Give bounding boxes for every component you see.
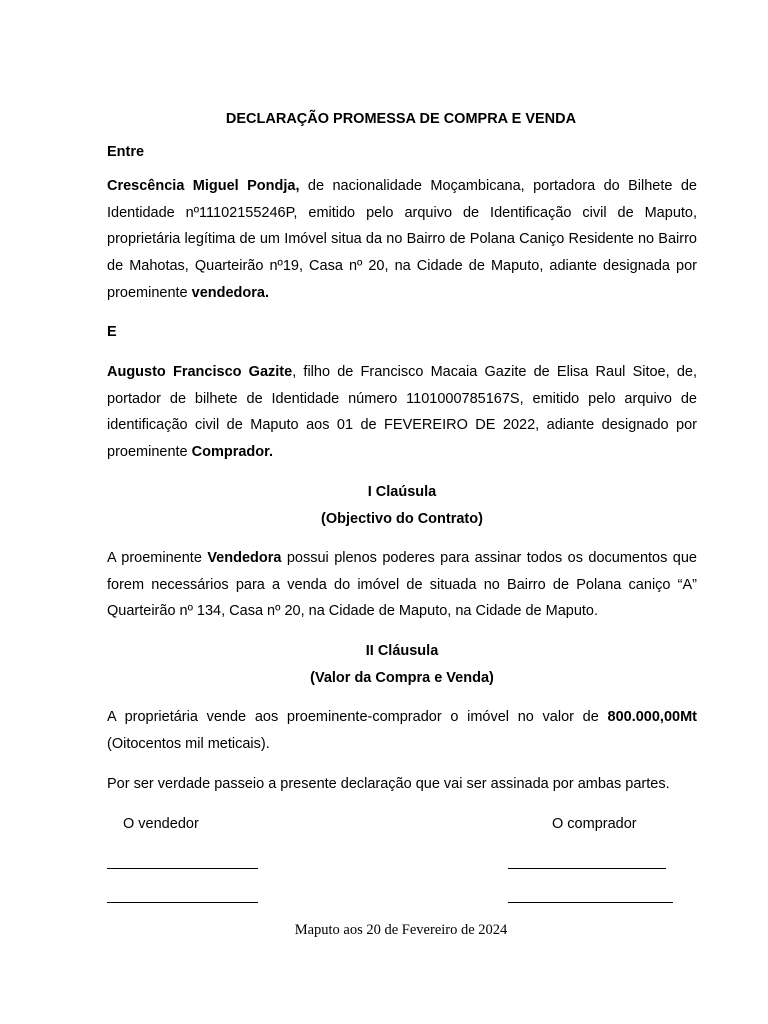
- buyer-signature-line-2: [508, 902, 673, 903]
- party1-text: de nacionalidade Moçambicana, portadora do Bilhete de Identidade nº11102155246P, emitido pelo arquivo de Identificação civil de Maputo, proprietária legítima de um Imóvel situa da no Bairro de Polana Caniço Residente no Bairro de Mahotas, Quarteirão nº19, Casa nº 20, na Cidade de Maputo, adiante designada por proeminente: [107, 178, 697, 301]
- clause1-pre: A proeminente: [107, 550, 208, 566]
- clause2-pre: A proprietária vende aos proeminente-comprador o imóvel no valor de: [107, 709, 608, 725]
- document-footer: Maputo aos 20 de Fevereiro de 2024: [294, 922, 508, 938]
- heading-entre: Entre: [107, 144, 145, 160]
- party2-name: Augusto Francisco Gazite: [107, 364, 293, 380]
- clause2-bold: 800.000,00Mt: [607, 709, 697, 725]
- party1-paragraph: [107, 173, 697, 307]
- clause1-bold: Vendedora: [207, 550, 282, 566]
- clause2-paragraph: [107, 704, 697, 757]
- closing-paragraph: Por ser verdade passeio a presente declaração que vai ser assinada por ambas partes.: [107, 776, 670, 792]
- party2-role: Comprador.: [191, 444, 274, 461]
- buyer-signature-line-1: [508, 868, 666, 869]
- clause2-number: II Cláusula: [365, 643, 439, 659]
- clause2-title: (Valor da Compra e Venda): [310, 670, 494, 686]
- party1-name: Crescência Miguel Pondja,: [107, 178, 300, 194]
- document-title: DECLARAÇÃO PROMESSA DE COMPRA E VENDA: [225, 111, 577, 127]
- seller-label: O vendedor: [123, 816, 199, 832]
- party1-role: vendedora.: [191, 284, 269, 301]
- clause1-paragraph: [107, 545, 697, 625]
- buyer-label: O comprador: [552, 816, 637, 832]
- clause1-text: possui plenos poderes para assinar todos os documentos que forem necessários para a venda do imóvel de situada no Bairro de Polana caniço “A” Quarteirão nº 134, Casa nº 20, na Cidade de Maputo, na Cidade de Maputo.: [107, 550, 697, 620]
- party2-paragraph: [107, 359, 697, 466]
- heading-e: E: [107, 324, 117, 340]
- clause2-text: (Oitocentos mil meticais).: [107, 735, 270, 752]
- seller-signature-line-2: [107, 902, 258, 903]
- clause1-number: I Claúsula: [367, 484, 437, 500]
- party2-text: , filho de Francisco Macaia Gazite de Elisa Raul Sitoe, de, portador de bilhete de Identidade número 1101000785167S, emitido pelo arquivo de identificação civil de Maputo aos 01 de FEVEREIRO DE 2022, adiante designado por proeminente: [107, 364, 697, 461]
- seller-signature-line-1: [107, 868, 258, 869]
- clause1-title: (Objectivo do Contrato): [321, 511, 483, 527]
